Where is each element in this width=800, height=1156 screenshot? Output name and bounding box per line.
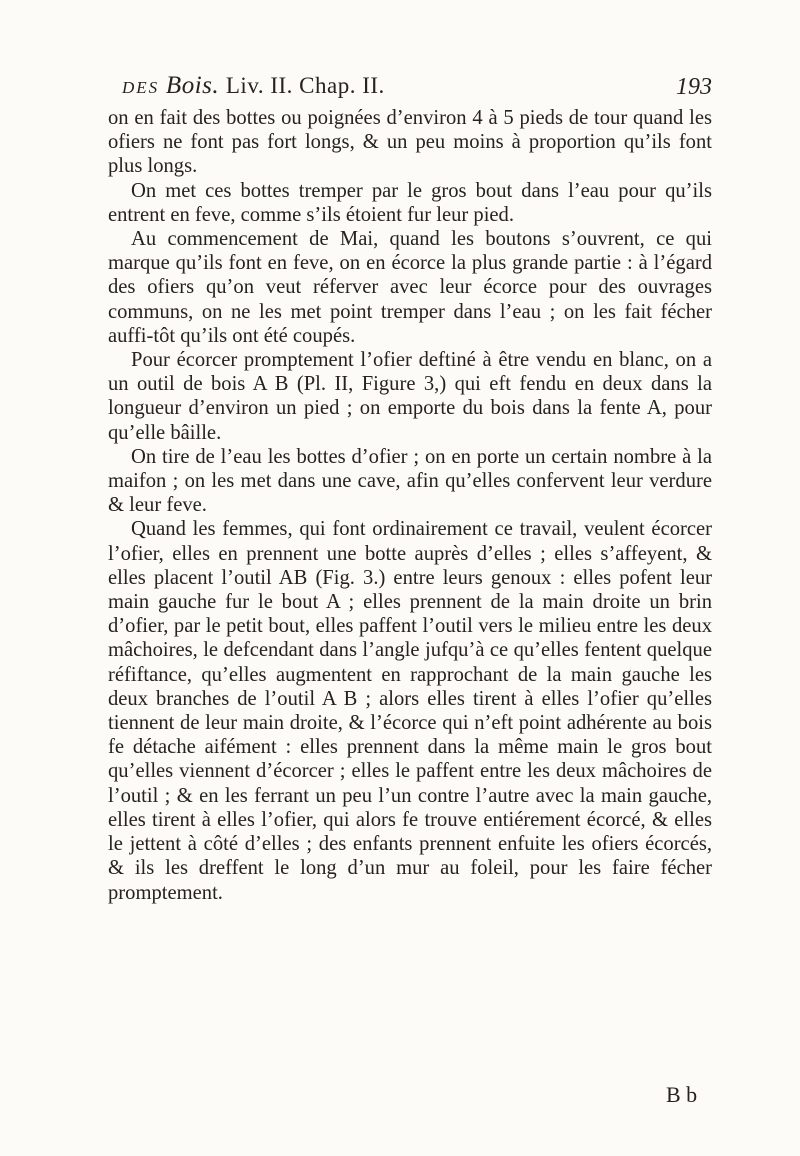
page-number: 193 [676,74,712,100]
signature-mark: B b [666,1082,698,1107]
running-head-book-title: Bois. [165,72,220,99]
body-text [108,106,712,905]
paragraph: On tire de l’eau les bottes d’ofier ; on en porte un certain nombre à la maifon ; on les met dans une cave, afin qu’elles confervent leur verdure & leur feve. [108,445,712,517]
paragraph: Pour écorcer promptement l’ofier deftiné à être vendu en blanc, on a un outil de bois A B (Pl. II, Figure 3,) qui eft fendu en deux dans la longueur d’environ un pied ; on emporte du bois dans la fente A, pour qu’elle bâille. [108,349,712,444]
paragraph: On met ces bottes tremper par le gros bout dans l’eau pour qu’ils entrent en feve, comme s’ils étoient fur leur pied. [108,179,712,226]
paragraph: Quand les femmes, qui font ordinairement ce travail, veulent écorcer l’ofier, elles en prennent une botte auprès d’elles ; elles s’affeyent, & elles placent l’outil AB (Fig. 3.) entre leurs genoux : elles pofent leur main gauche fur le bout A ; elles prennent de la main droite un brin d’ofier, par le petit bout, elles paffent l’outil vers le milieu entre les deux mâchoires, le defcendant dans l’angle jufqu’à ce qu’elles fentent quelque réfiftance, qu’elles augmentent en rapprochant de la main gauche les deux branches de l’outil A B ; alors elles tirent à elles l’ofier qu’elles tiennent de leur main droite, & l’écorce qui n’eft point adhérente au bois fe détache aifément : elles prennent dans la même main le gros bout qu’elles viennent d’écorcer ; elles le paffent entre les deux mâchoires de l’outil ; & en les ferrant un peu l’un contre l’autre avec la main gauche, elles tirent à elles l’ofier, qui alors fe trouve entiérement écorcé, & elles le jettent à côté d’elles ; des enfants prennent enfuite les ofiers écorcés, & ils les dreffent le long d’un mur au foleil, pour les faire fécher promptement. [108,518,712,904]
running-head-prefix: DES [122,78,160,97]
running-head-chapter: Liv. II. Chap. II. [225,73,385,98]
running-head-title [122,72,385,100]
running-head [108,72,712,106]
paragraph: Au commencement de Mai, quand les boutons s’ouvrent, ce qui marque qu’ils font en feve, on en écorce la plus grande partie : à l’égard des ofiers qu’on veut réferver avec leur écorce pour des ouvrages communs, on ne les met point tremper dans l’eau ; on les fait fécher auffi-tôt qu’ils ont été coupés. [108,228,712,347]
book-page [108,72,712,905]
paragraph-continued: on en fait des bottes ou poignées d’environ 4 à 5 pieds de tour quand les ofiers ne font pas fort longs, & un peu moins à proportion qu’ils font plus longs. [108,107,712,178]
